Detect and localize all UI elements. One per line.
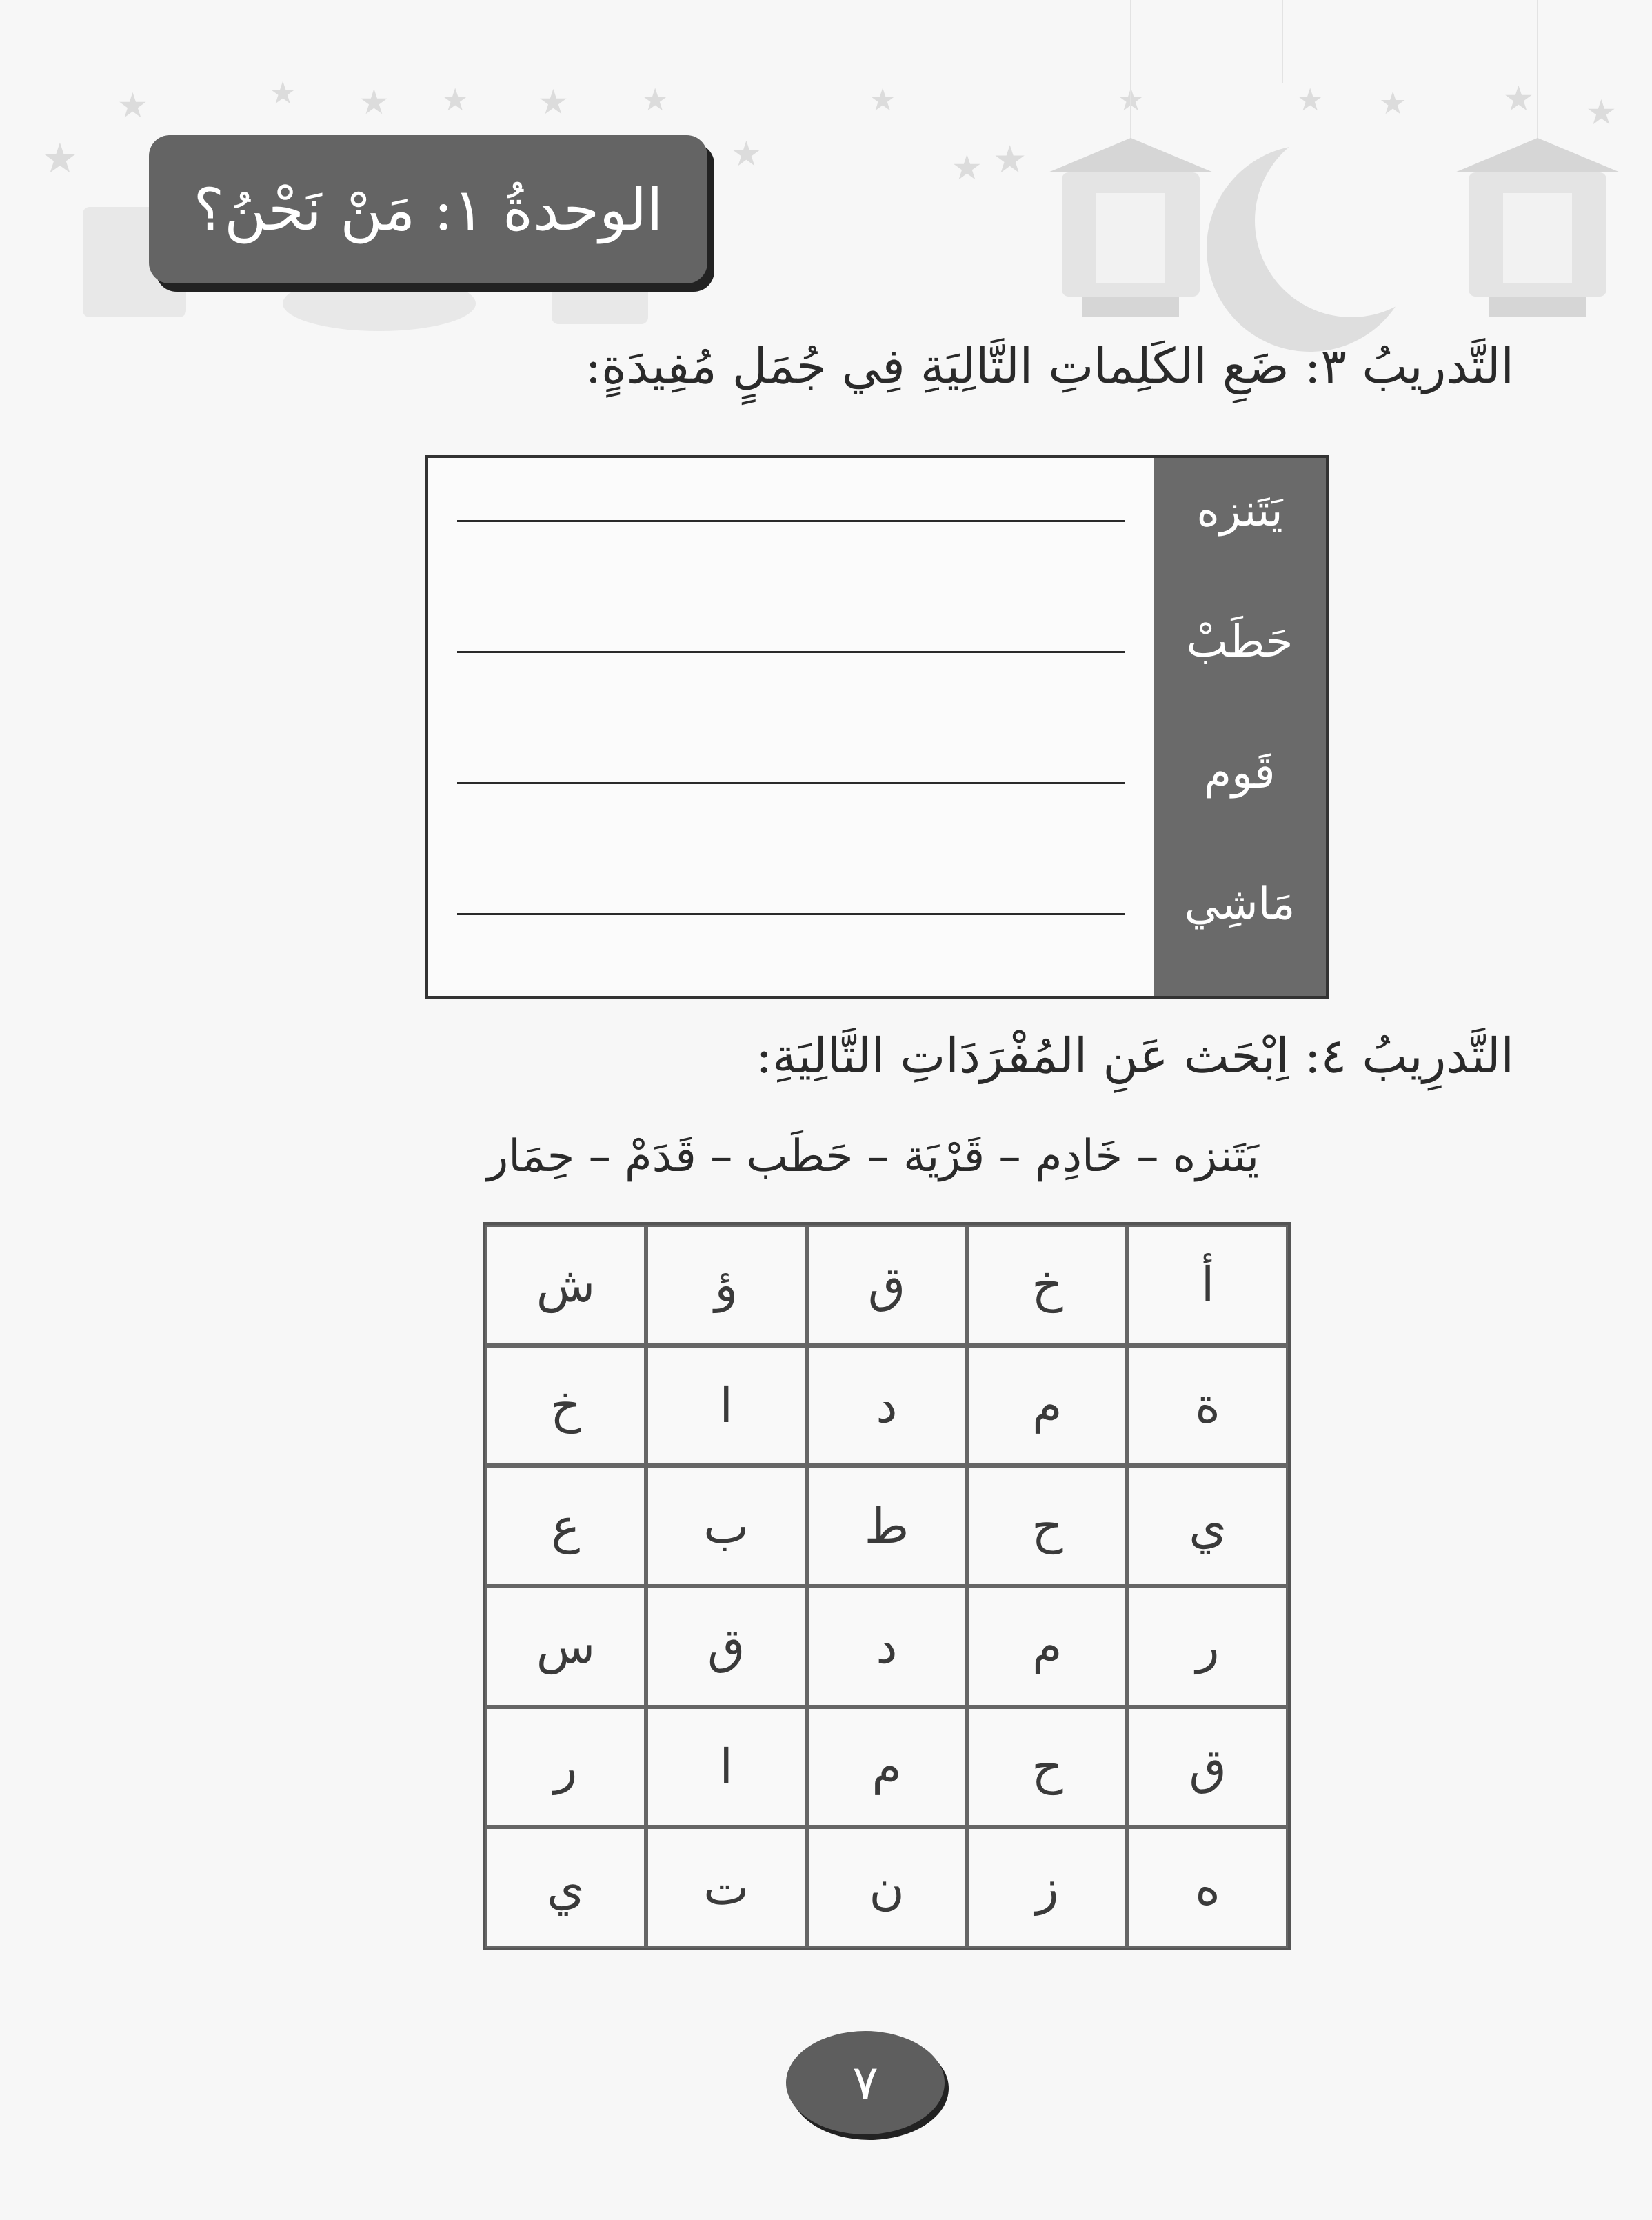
lantern-icon	[1048, 138, 1213, 317]
grid-cell[interactable]: ط	[807, 1466, 967, 1586]
grid-cell[interactable]: ا	[646, 1707, 807, 1828]
grid-cell[interactable]: ر	[1127, 1586, 1288, 1707]
grid-cell[interactable]: م	[807, 1707, 967, 1828]
svg-text:★: ★	[951, 148, 983, 188]
answer-line[interactable]	[457, 913, 1125, 915]
grid-cell[interactable]: ع	[485, 1466, 646, 1586]
page-number: ٧	[786, 2031, 945, 2134]
grid-cell[interactable]: ق	[1127, 1707, 1288, 1828]
word-label: مَاشِي	[1184, 879, 1296, 930]
exercise3-box	[425, 455, 1329, 999]
answer-line[interactable]	[457, 782, 1125, 784]
grid-cell[interactable]: م	[967, 1346, 1127, 1466]
svg-text:★: ★	[1586, 92, 1617, 132]
grid-cell[interactable]: ح	[967, 1707, 1127, 1828]
svg-text:★: ★	[41, 134, 79, 183]
letter-grid	[483, 1222, 1291, 1950]
svg-text:★: ★	[359, 82, 390, 122]
crescent-icon	[1207, 124, 1448, 352]
word-label: قَوم	[1204, 748, 1276, 799]
unit-title: الوحدةُ ١: مَنْ نَحْنُ؟	[149, 135, 707, 283]
grid-cell[interactable]: ؤ	[646, 1225, 807, 1346]
grid-cell[interactable]: أ	[1127, 1225, 1288, 1346]
svg-text:★: ★	[269, 74, 297, 111]
exercise4-heading: التَّدرِيبُ ٤: اِبْحَث عَنِ المُفْرَدَاتِ التَّالِيَةِ:	[756, 1028, 1514, 1084]
grid-cell[interactable]: ق	[807, 1225, 967, 1346]
grid-cell[interactable]: ن	[807, 1827, 967, 1948]
svg-text:★: ★	[538, 82, 569, 122]
grid-cell[interactable]: ب	[646, 1466, 807, 1586]
svg-text:★: ★	[441, 81, 470, 118]
svg-text:★: ★	[1503, 79, 1534, 119]
answer-line[interactable]	[457, 651, 1125, 653]
word-label: يَتَنزه	[1196, 486, 1283, 537]
svg-text:★: ★	[869, 81, 897, 118]
grid-cell[interactable]: خ	[967, 1225, 1127, 1346]
svg-text:★: ★	[1296, 81, 1324, 118]
svg-text:★: ★	[731, 134, 762, 174]
svg-text:★: ★	[117, 86, 148, 126]
grid-cell[interactable]: ز	[967, 1827, 1127, 1948]
grid-cell[interactable]: ه	[1127, 1827, 1288, 1948]
grid-cell[interactable]: س	[485, 1586, 646, 1707]
grid-cell[interactable]: ق	[646, 1586, 807, 1707]
svg-text:★: ★	[993, 137, 1027, 181]
svg-text:★: ★	[1117, 81, 1145, 118]
svg-text:★: ★	[1379, 85, 1407, 121]
lantern-icon	[1455, 138, 1620, 317]
grid-cell[interactable]: ش	[485, 1225, 646, 1346]
word-list: يَتَنزه – خَادِم – قَرْيَة – حَطَب – قَدَمْ – حِمَار	[487, 1131, 1259, 1182]
grid-cell[interactable]: م	[967, 1586, 1127, 1707]
grid-cell[interactable]: د	[807, 1346, 967, 1466]
grid-cell[interactable]: ي	[1127, 1466, 1288, 1586]
word-column	[1154, 458, 1326, 996]
grid-cell[interactable]: د	[807, 1586, 967, 1707]
exercise3-heading: التَّدريبُ ٣: ضَعِ الكَلِماتِ التَّالِيَةِ فِي جُمَلٍ مُفِيدَةٍ:	[585, 338, 1514, 394]
svg-text:★: ★	[641, 81, 669, 118]
answer-line[interactable]	[457, 520, 1125, 522]
grid-cell[interactable]: ة	[1127, 1346, 1288, 1466]
grid-cell[interactable]: ح	[967, 1466, 1127, 1586]
grid-cell[interactable]: ت	[646, 1827, 807, 1948]
grid-cell[interactable]: خ	[485, 1346, 646, 1466]
grid-cell[interactable]: ر	[485, 1707, 646, 1828]
grid-cell[interactable]: ا	[646, 1346, 807, 1466]
word-label: حَطَبْ	[1186, 617, 1293, 668]
grid-cell[interactable]: ي	[485, 1827, 646, 1948]
